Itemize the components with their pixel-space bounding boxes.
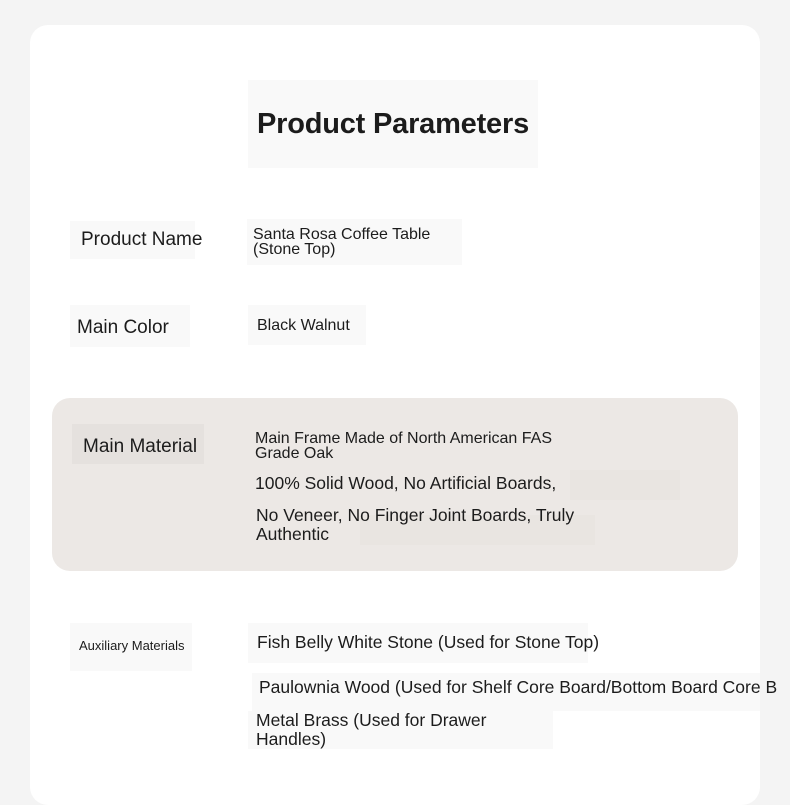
main-material-line5: Authentic: [256, 524, 329, 544]
main-material-line4: No Veneer, No Finger Joint Boards, Truly: [256, 505, 575, 525]
product-name-label: Product Name: [81, 229, 203, 250]
main-color-value: Black Walnut: [257, 317, 350, 334]
page-title: Product Parameters: [256, 108, 529, 140]
main-color-label: Main Color: [77, 317, 169, 338]
main-material-line1: Main Frame Made of North American FAS: [255, 430, 552, 447]
aux-materials-label: Auxiliary Materials: [79, 638, 185, 653]
product-name-value-line2: (Stone Top): [253, 241, 336, 258]
aux-material-item2: Paulownia Wood (Used for Shelf Core Board/Bottom Board Core B: [259, 678, 778, 697]
aux-material-item3-line2: Handles): [256, 729, 327, 749]
aux-material-item1: Fish Belly White Stone (Used for Stone Top): [257, 632, 600, 652]
main-material-label: Main Material: [83, 436, 198, 457]
main-material-line2: Grade Oak: [255, 445, 334, 462]
main-material-line3: 100% Solid Wood, No Artificial Boards,: [255, 473, 557, 493]
product-name-value-line1: Santa Rosa Coffee Table: [253, 226, 431, 243]
aux-material-item3-line1: Metal Brass (Used for Drawer: [256, 710, 487, 730]
main-material-decor-chip: [570, 470, 680, 500]
